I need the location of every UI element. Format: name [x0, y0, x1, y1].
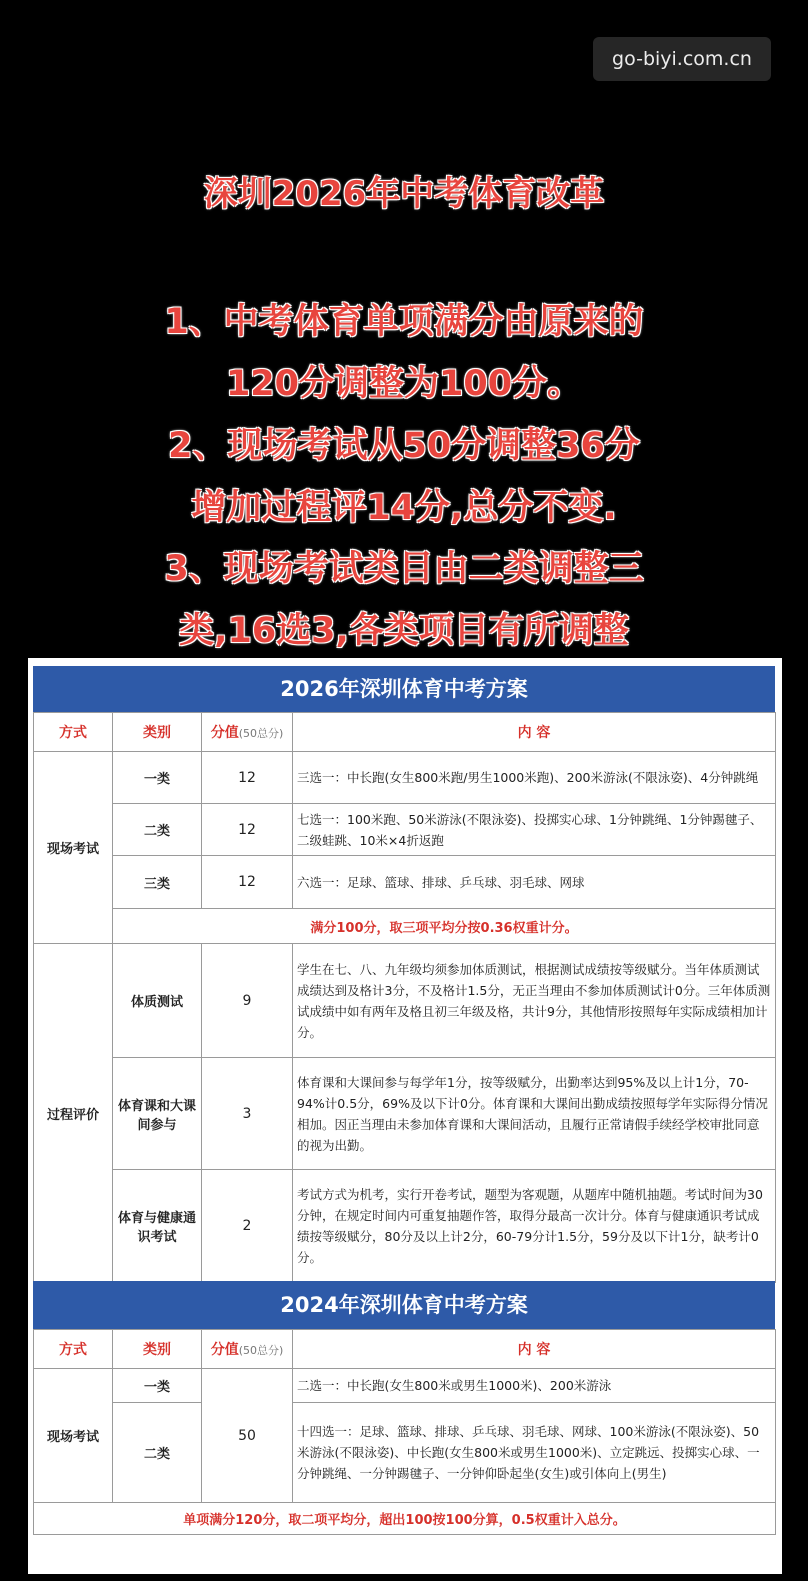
header-mode: 方式 — [34, 1330, 113, 1369]
score-cell: 12 — [202, 804, 293, 856]
content-cell: 六选一：足球、篮球、排球、乒乓球、羽毛球、网球 — [293, 856, 776, 909]
watermark: go-biyi.com.cn — [593, 37, 771, 81]
category-cell: 体育课和大课间参与 — [113, 1058, 202, 1170]
header-score-sub: (50总分) — [238, 727, 284, 740]
table-row — [34, 752, 776, 804]
category-cell: 三类 — [113, 856, 202, 909]
headline-title: 深圳2026年中考体育改革 — [203, 174, 605, 214]
header-content: 内 容 — [293, 713, 776, 752]
headline-line-1: 1、中考体育单项满分由原来的 — [164, 302, 644, 342]
category-cell: 体质测试 — [113, 944, 202, 1058]
plan-sheet — [28, 658, 782, 1574]
content-cell: 七选一：100米跑、50米游泳(不限泳姿)、投掷实心球、1分钟跳绳、1分钟踢毽子、二级蛙跳、10米×4折返跑 — [293, 804, 776, 856]
mode-onsite: 现场考试 — [34, 752, 113, 944]
plan-2024-table — [33, 1329, 776, 1535]
table-row — [34, 1058, 776, 1170]
score-cell: 2 — [202, 1170, 293, 1283]
score-cell: 12 — [202, 856, 293, 909]
mode-process: 过程评价 — [34, 944, 113, 1283]
content-cell: 三选一：中长跑(女生800米跑/男生1000米跑)、200米游泳(不限泳姿)、4分钟跳绳 — [293, 752, 776, 804]
category-cell: 一类 — [113, 752, 202, 804]
score-cell: 50 — [202, 1369, 293, 1503]
table-row — [34, 804, 776, 856]
header-content: 内 容 — [293, 1330, 776, 1369]
header-category: 类别 — [113, 1330, 202, 1369]
table-row — [34, 1369, 776, 1403]
score-note: 满分100分，取三项平均分按0.36权重计分。 — [113, 909, 776, 944]
score-note: 单项满分120分，取二项平均分，超出100按100分算，0.5权重计入总分。 — [34, 1503, 776, 1535]
mode-onsite: 现场考试 — [34, 1369, 113, 1503]
table-row — [34, 856, 776, 909]
content-cell: 考试方式为机考，实行开卷考试，题型为客观题，从题库中随机抽题。考试时间为30分钟，在规定时间内可重复抽题作答，取得分最高一次计分。体育与健康通识考试成绩按等级赋分，80分及以上计2分，60-79分计1.5分，59分及以下计1分，缺考计0分。 — [293, 1170, 776, 1283]
plan-2026-table — [33, 712, 776, 1283]
headline-line-4: 增加过程评14分,总分不变. — [191, 488, 617, 528]
content-cell: 学生在七、八、九年级均须参加体质测试，根据测试成绩按等级赋分。当年体质测试成绩达到及格计3分，不及格计1.5分，无正当理由不参加体质测试计0分。三年体质测试成绩中如有两年及格且初三年级及格，共计9分，其他情形按照每年实际成绩相加计分。 — [293, 944, 776, 1058]
table-row — [34, 909, 776, 944]
header-mode: 方式 — [34, 713, 113, 752]
table-row — [34, 1503, 776, 1535]
score-cell: 3 — [202, 1058, 293, 1170]
header-score-sub: (50总分) — [238, 1344, 284, 1357]
headline-line-3: 2、现场考试从50分调整36分 — [168, 426, 640, 466]
content-cell: 体育课和大课间参与每学年1分，按等级赋分，出勤率达到95%及以上计1分，70-94%计0.5分，69%及以下计0分。体育课和大课间出勤成绩按照每学年实际得分情况相加。因正当理由未参加体育课和大课间活动，且履行正常请假手续经学校审批同意的视为出勤。 — [293, 1058, 776, 1170]
content-cell: 二选一：中长跑(女生800米或男生1000米)、200米游泳 — [293, 1369, 776, 1403]
table-row — [34, 1403, 776, 1503]
plan-2024-title: 2024年深圳体育中考方案 — [33, 1281, 775, 1329]
table-header-row — [34, 1330, 776, 1369]
content-cell: 十四选一：足球、篮球、排球、乒乓球、羽毛球、网球、100米游泳(不限泳姿)、50米游泳(不限泳姿)、中长跑(女生800米或男生1000米)、立定跳远、投掷实心球、一分钟跳绳、一分钟踢毽子、一分钟仰卧起坐(女生)或引体向上(男生) — [293, 1403, 776, 1503]
headline-line-5: 3、现场考试类目由二类调整三 — [164, 549, 644, 589]
plan-2026-title: 2026年深圳体育中考方案 — [33, 666, 775, 712]
header-score: 分值(50总分) — [202, 1330, 293, 1369]
table-row — [34, 1170, 776, 1283]
category-cell: 二类 — [113, 804, 202, 856]
header-score: 分值(50总分) — [202, 713, 293, 752]
headline-line-2: 120分调整为100分。 — [225, 364, 583, 404]
table-row — [34, 944, 776, 1058]
category-cell: 一类 — [113, 1369, 202, 1403]
category-cell: 体育与健康通识考试 — [113, 1170, 202, 1283]
category-cell: 二类 — [113, 1403, 202, 1503]
headline-line-6: 类,16选3,各类项目有所调整 — [179, 611, 629, 651]
table-header-row — [34, 713, 776, 752]
score-cell: 9 — [202, 944, 293, 1058]
header-category: 类别 — [113, 713, 202, 752]
score-cell: 12 — [202, 752, 293, 804]
